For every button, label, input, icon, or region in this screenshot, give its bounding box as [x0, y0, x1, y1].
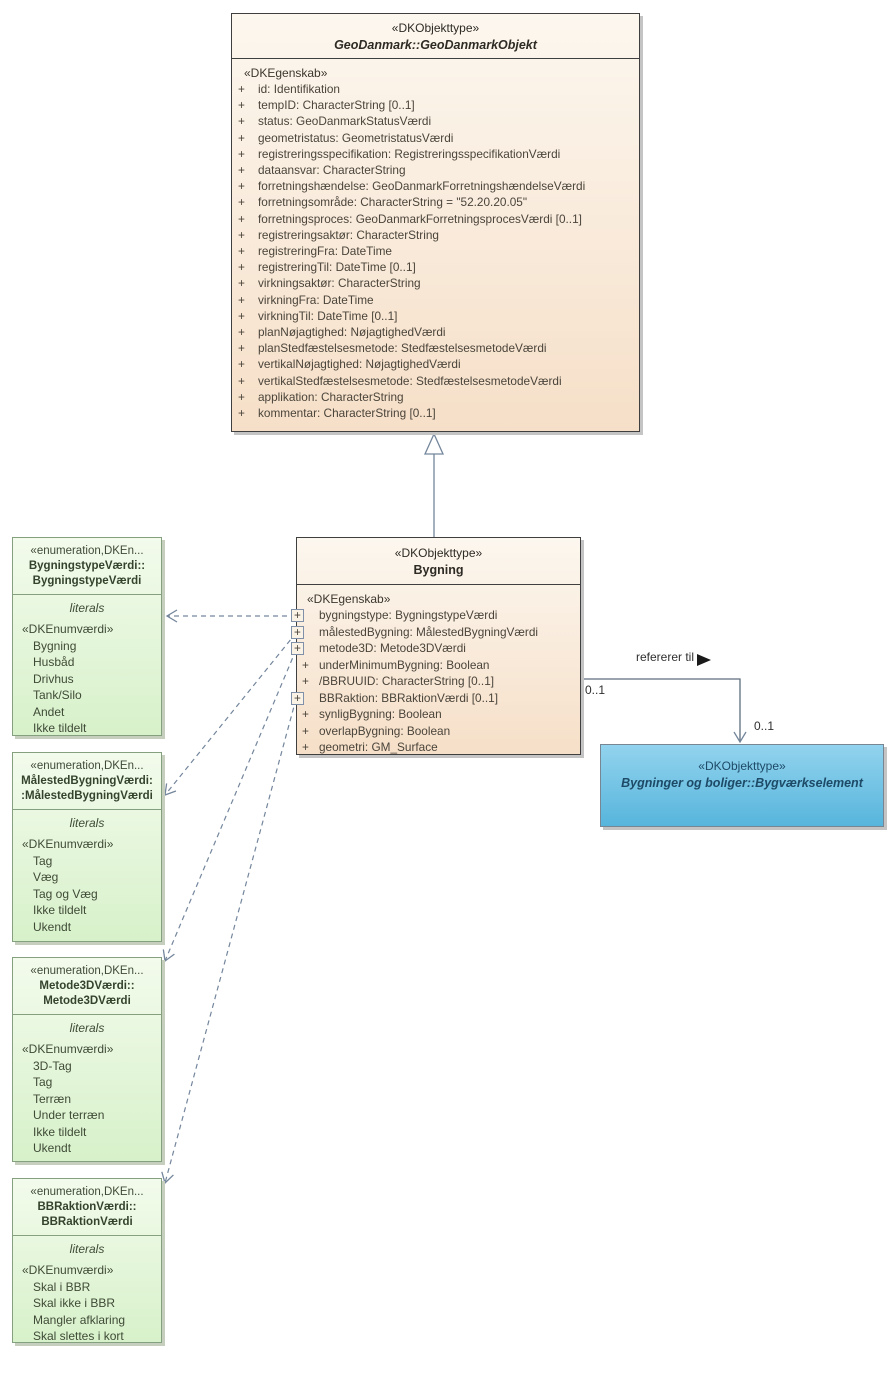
visibility-marker: + [291, 692, 304, 705]
literal-list [13, 638, 161, 736]
attribute-text: metode3D: Metode3DVærdi [319, 641, 466, 655]
association-label: refererer til [636, 650, 695, 664]
class-name: Bygninger og boliger::Bygværkselement [621, 776, 863, 790]
enum-literal: Andet [33, 704, 65, 719]
enum-name-line2: BygningstypeVærdi [32, 575, 142, 587]
class-bygvaerkselement [600, 744, 884, 827]
attribute-row [232, 308, 639, 324]
stereotype-label: «enumeration,DKEn... [30, 760, 144, 772]
attribute-row [232, 243, 639, 259]
visibility-marker: + [238, 244, 245, 259]
attribute-text: kommentar: CharacterString [0..1] [258, 406, 436, 421]
stereotype-label: «DKObjekttype» [391, 21, 480, 35]
enum-name-line1: BBRaktionVærdi:: [37, 1201, 137, 1213]
enum-literal: Ikke tildelt [33, 721, 87, 736]
enum-name-line1: BygningstypeVærdi:: [28, 560, 146, 572]
visibility-marker: + [302, 657, 309, 672]
enum-bbraktionvaerdi [12, 1178, 162, 1343]
enum-literal: Tag [33, 1075, 53, 1090]
literals-compartment [13, 595, 161, 736]
attribute-row [232, 81, 639, 97]
attribute-text: underMinimumBygning: Boolean [319, 657, 490, 672]
attribute-text: /BBRUUID: CharacterString [0..1] [319, 674, 495, 688]
visibility-marker: + [238, 130, 245, 145]
enum-literal: Tag [33, 854, 53, 868]
class-name: Bygning [413, 563, 464, 577]
enum-header [13, 958, 161, 1015]
visibility-marker: + [302, 740, 309, 754]
attribute-row [232, 178, 639, 194]
literals-label: literals [69, 1021, 105, 1035]
attribute-row [232, 373, 639, 389]
visibility-marker: + [238, 195, 245, 210]
attribute-row [232, 211, 639, 227]
attribute-text: overlapBygning: Boolean [319, 723, 451, 738]
class-geodanmarkobjekt [231, 13, 640, 432]
stereotype-label: «DKObjekttype» [698, 759, 786, 773]
attribute-row [294, 640, 580, 657]
attribute-text: registreringTil: DateTime [0..1] [258, 260, 416, 275]
target-multiplicity-label: 0..1 [754, 719, 775, 733]
enum-literal: 3D-Tag [33, 1059, 72, 1073]
enum-literal: Tank/Silo [33, 688, 82, 703]
attribute-list [294, 607, 580, 756]
attribute-row [232, 162, 639, 178]
attribute-row [232, 194, 639, 210]
enumvaerdi-label: «DKEnumværdi» [22, 837, 114, 851]
enum-bygningstypevaerdi [12, 537, 162, 736]
visibility-marker: + [238, 292, 245, 307]
attribute-text: registreringFra: DateTime [258, 244, 392, 259]
attributes-compartment [294, 585, 580, 756]
enum-literal: Ikke tildelt [33, 903, 87, 918]
source-multiplicity-label: 0..1 [585, 683, 606, 697]
visibility-marker: + [238, 276, 245, 291]
visibility-marker: + [302, 723, 309, 738]
visibility-marker: + [238, 357, 245, 372]
enum-literal: Tag og Væg [33, 886, 98, 901]
enum-header [13, 753, 161, 810]
egenskab-section-label: «DKEgenskab» [307, 592, 391, 606]
literal-list [13, 853, 161, 935]
attribute-row [232, 324, 639, 340]
enum-literal: Terræn [33, 1091, 72, 1106]
attribute-text: BBRaktion: BBRaktionVærdi [0..1] [319, 690, 499, 705]
stereotype-label: «enumeration,DKEn... [30, 545, 144, 557]
enum-name-line1: Metode3DVærdi:: [39, 980, 135, 992]
enum-header [13, 538, 161, 595]
attribute-text: virkningTil: DateTime [0..1] [258, 308, 398, 323]
visibility-marker: + [238, 211, 245, 226]
attribute-text: virkningFra: DateTime [258, 292, 374, 307]
attribute-text: registreringsaktør: CharacterString [258, 227, 439, 242]
attribute-row [232, 340, 639, 356]
visibility-marker: + [238, 406, 245, 421]
attribute-row [232, 405, 639, 421]
attribute-text: applikation: CharacterString [258, 389, 404, 404]
attribute-list [232, 81, 639, 421]
enum-literal: Ikke tildelt [33, 1124, 87, 1139]
attribute-text: geometri: GM_Surface [319, 740, 438, 754]
visibility-marker: + [238, 114, 245, 129]
enum-literal: Ukendt [33, 1141, 72, 1156]
visibility-marker: + [238, 146, 245, 161]
attribute-text: vertikalStedfæstelsesmetode: StedfæstelsesmetodeVærdi [258, 373, 562, 388]
attribute-text: id: Identifikation [258, 82, 340, 96]
attribute-text: vertikalNøjagtighed: NøjagtighedVærdi [258, 357, 461, 372]
enum-literal: Skal slettes i kort [33, 1329, 124, 1344]
enum-name-line2: BBRaktionVærdi [41, 1216, 133, 1228]
attribute-text: forretningsproces: GeoDanmarkForretningsprocesVærdi [0..1] [258, 211, 582, 226]
class-bygning [296, 537, 581, 755]
attribute-row [232, 292, 639, 308]
enum-literal: Under terræn [33, 1108, 105, 1123]
visibility-marker: + [238, 389, 245, 404]
visibility-marker: + [238, 373, 245, 388]
enum-literal: Mangler afklaring [33, 1312, 126, 1327]
attribute-row [294, 690, 580, 707]
dependency-bbraktion [165, 699, 296, 1183]
attribute-text: målestedBygning: MålestedBygningVærdi [319, 624, 539, 639]
enum-name-line1: MålestedBygningVærdi: [21, 775, 153, 787]
stereotype-label: «enumeration,DKEn... [30, 1186, 144, 1198]
direction-arrow-icon [697, 654, 711, 666]
enum-literal: Skal i BBR [33, 1280, 91, 1294]
visibility-marker: + [238, 341, 245, 356]
attribute-row [232, 275, 639, 291]
attribute-row [232, 130, 639, 146]
visibility-marker: + [238, 308, 245, 323]
attribute-text: synligBygning: Boolean [319, 707, 442, 721]
class-header [232, 14, 639, 59]
enum-literal: Væg [33, 870, 59, 885]
visibility-marker: + [238, 98, 245, 113]
visibility-marker: + [238, 227, 245, 242]
attribute-row [294, 624, 580, 641]
enumvaerdi-label: «DKEnumværdi» [22, 622, 114, 636]
attributes-compartment [232, 59, 639, 421]
attribute-row [297, 657, 580, 674]
attribute-row [297, 706, 580, 723]
enum-header [13, 1179, 161, 1236]
visibility-marker: + [291, 642, 304, 655]
stereotype-label: «enumeration,DKEn... [30, 965, 144, 977]
attribute-text: planStedfæstelsesmetode: StedfæstelsesmetodeVærdi [258, 341, 547, 356]
class-name: GeoDanmark::GeoDanmarkObjekt [334, 38, 537, 52]
enumvaerdi-label: «DKEnumværdi» [22, 1042, 114, 1056]
visibility-marker: + [238, 163, 245, 178]
literal-list [13, 1058, 161, 1156]
attribute-text: forretningshændelse: GeoDanmarkForretningshændelseVærdi [258, 179, 586, 194]
attribute-row [232, 389, 639, 405]
attribute-text: bygningstype: BygningstypeVærdi [319, 608, 498, 622]
egenskab-section-label: «DKEgenskab» [244, 66, 328, 80]
attribute-row [297, 723, 580, 740]
attribute-row [232, 356, 639, 372]
visibility-marker: + [238, 325, 245, 340]
enum-literal: Skal ikke i BBR [33, 1296, 116, 1311]
visibility-marker: + [302, 674, 309, 688]
enum-name-line2: Metode3DVærdi [43, 995, 131, 1007]
enum-literal: Ukendt [33, 919, 72, 934]
visibility-marker: + [291, 609, 304, 622]
enumvaerdi-label: «DKEnumværdi» [22, 1263, 114, 1277]
attribute-row [232, 259, 639, 275]
attribute-text: forretningsområde: CharacterString = "52.20.20.05" [258, 195, 528, 210]
enum-literal: Husbåd [33, 655, 75, 670]
literal-list [13, 1279, 161, 1345]
visibility-marker: + [238, 179, 245, 194]
enum-maalestedbygningvaerdi [12, 752, 162, 942]
attribute-row [297, 673, 580, 690]
enum-name-line2: :MålestedBygningVærdi [21, 790, 153, 802]
literals-label: literals [69, 601, 105, 615]
attribute-text: tempID: CharacterString [0..1] [258, 98, 415, 113]
literals-compartment [13, 1236, 161, 1345]
attribute-text: registreringsspecifikation: RegistreringsspecifikationVærdi [258, 146, 561, 161]
literals-compartment [13, 810, 161, 935]
literals-compartment [13, 1015, 161, 1156]
enum-literal: Bygning [33, 639, 77, 653]
literals-label: literals [69, 1242, 105, 1256]
attribute-text: planNøjagtighed: NøjagtighedVærdi [258, 325, 446, 340]
attribute-row [294, 607, 580, 624]
attribute-row [232, 227, 639, 243]
enum-metode3dvaerdi [12, 957, 162, 1162]
attribute-row [232, 146, 639, 162]
attribute-row [232, 113, 639, 129]
attribute-row [232, 97, 639, 113]
enum-literal: Drivhus [33, 671, 74, 686]
visibility-marker: + [238, 82, 245, 96]
attribute-text: geometristatus: GeometristatusVærdi [258, 130, 454, 145]
attribute-text: virkningsaktør: CharacterString [258, 276, 421, 291]
visibility-marker: + [291, 626, 304, 639]
stereotype-label: «DKObjekttype» [394, 546, 483, 560]
dependency-metode3d [165, 650, 296, 961]
attribute-row [297, 739, 580, 756]
literals-label: literals [69, 816, 105, 830]
visibility-marker: + [302, 707, 309, 721]
attribute-text: dataansvar: CharacterString [258, 163, 406, 178]
class-header [297, 538, 580, 585]
attribute-text: status: GeoDanmarkStatusVærdi [258, 114, 432, 129]
visibility-marker: + [238, 260, 245, 275]
